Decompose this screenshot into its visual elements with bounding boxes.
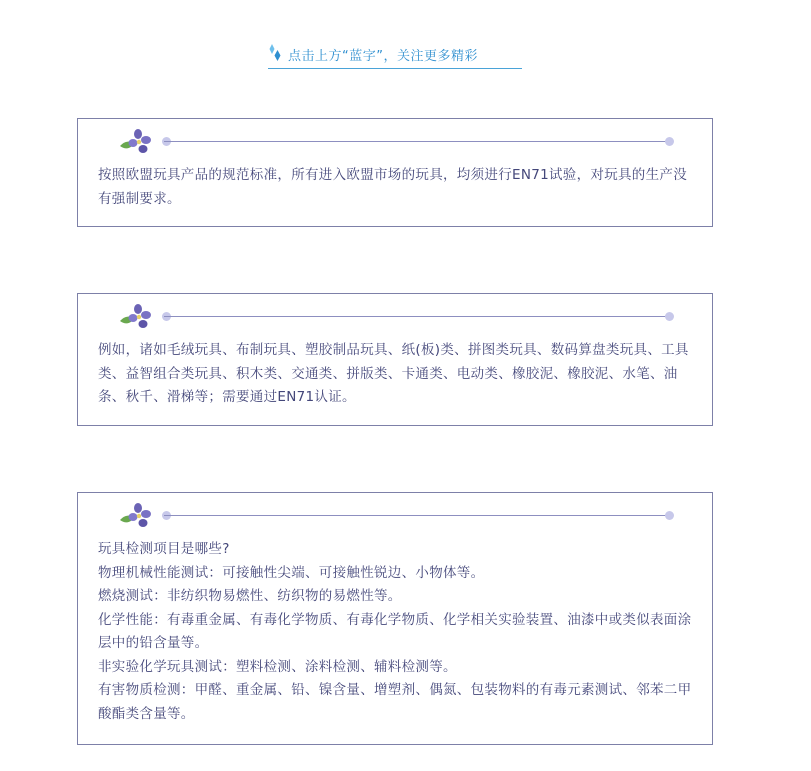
divider-line <box>164 515 670 516</box>
card-divider <box>118 304 674 330</box>
divider-line <box>164 141 670 142</box>
divider-dot-right <box>665 312 674 321</box>
card-body <box>98 339 692 410</box>
divider-dot-right <box>665 511 674 520</box>
card-paragraph: 有害物质检测：甲醛、重金属、铅、镍含量、增塑剂、偶氮、包装物料的有毒元素测试、邻苯二甲酸酯类含量等。 <box>98 682 692 722</box>
card-paragraph: 按照欧盟玩具产品的规范标准，所有进入欧盟市场的玩具，均须进行EN71试验，对玩具的生产没有强制要求。 <box>98 167 688 207</box>
card-body <box>98 164 692 211</box>
card-divider <box>118 503 674 529</box>
card-paragraph: 燃烧测试：非纺织物易燃性、纺织物的易燃性等。 <box>98 588 402 604</box>
info-card-2 <box>77 293 713 426</box>
card-body <box>98 538 692 726</box>
info-card-3 <box>77 492 713 745</box>
card-paragraph: 例如，诸如毛绒玩具、布制玩具、塑胶制品玩具、纸(板)类、拼图类玩具、数码算盘类玩具、工具类、益智组合类玩具、积木类、交通类、拼版类、卡通类、电动类、橡胶泥、橡胶泥、水笔、油条、秋千、滑梯等；需要通过EN71认证。 <box>98 342 689 405</box>
card-heading: 玩具检测项目是哪些? <box>98 541 230 557</box>
violet-flower-icon <box>118 503 152 529</box>
card-divider <box>118 129 674 155</box>
violet-flower-icon <box>118 304 152 330</box>
header-text: 点击上方“蓝字”，关注更多精彩 <box>288 49 478 64</box>
violet-flower-icon <box>118 129 152 155</box>
divider-dot-right <box>665 137 674 146</box>
diamond-sparkle-icon <box>268 44 282 62</box>
header-banner <box>268 40 522 69</box>
card-paragraph: 化学性能：有毒重金属、有毒化学物质、有毒化学物质、化学相关实验装置、油漆中或类似表面涂层中的铅含量等。 <box>98 611 692 651</box>
info-card-1 <box>77 118 713 227</box>
card-paragraph: 非实验化学玩具测试：塑料检测、涂料检测、辅料检测等。 <box>98 658 457 675</box>
card-paragraph: 物理机械性能测试：可接触性尖端、可接触性锐边、小物体等。 <box>98 564 485 581</box>
divider-line <box>164 316 670 317</box>
